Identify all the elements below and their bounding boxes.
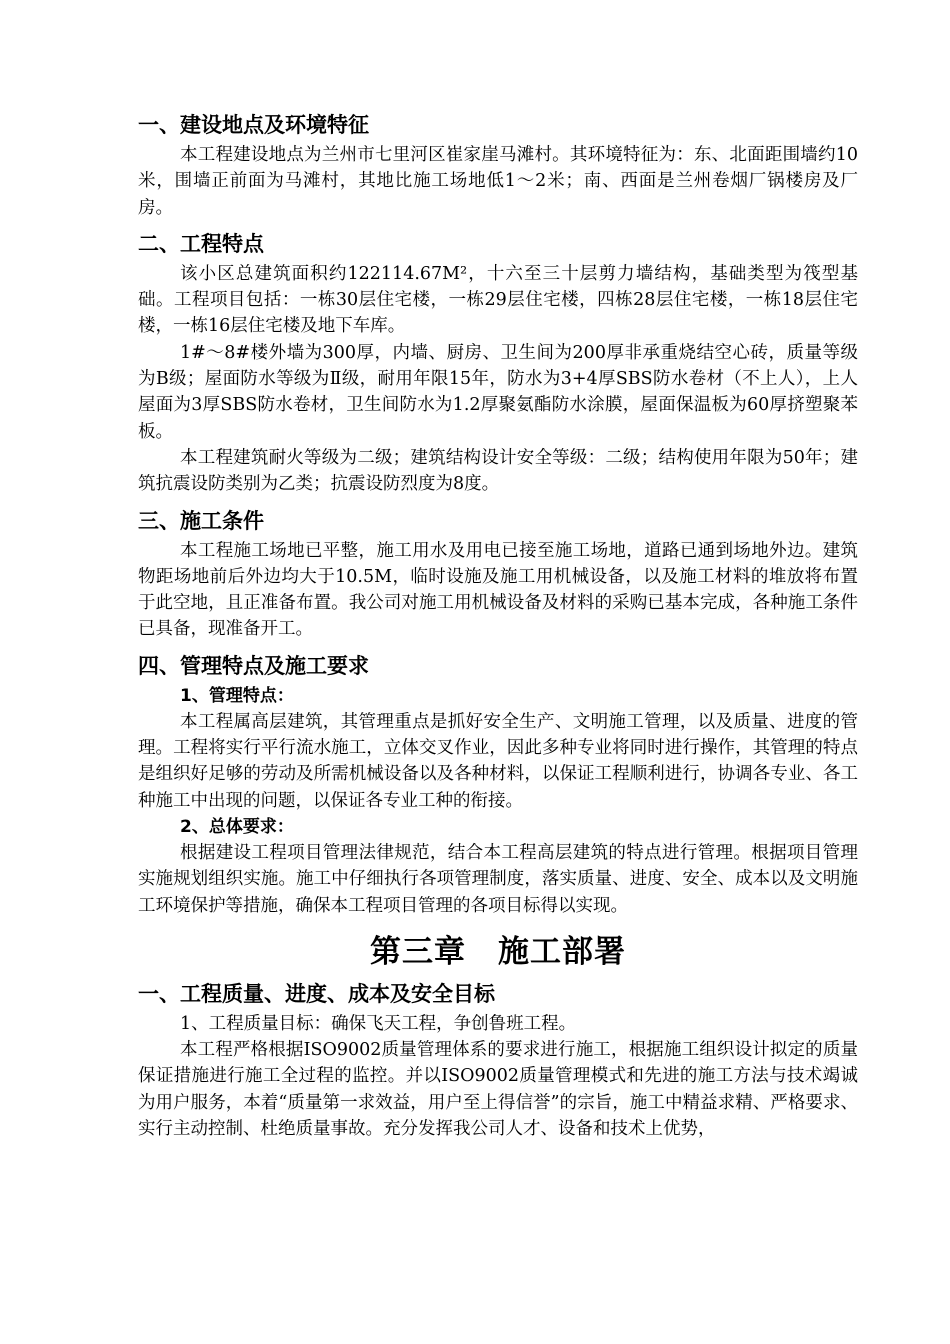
subheading-general-requirements: 2、总体要求： <box>180 816 294 837</box>
paragraph-conditions: 本工程施工场地已平整，施工用水及用电已接至施工场地，道路已通到场地外边。建筑物距场地前后外边均大于10.5M，临时设施及施工用机械设备，以及施工材料的堆放将布置于此空地，且正准备布置。我公司对施工用机械设备及材料的采购已基本完成，各种施工条件已具备，现准备开工。 <box>138 540 858 640</box>
section-heading-conditions: 三、施工条件 <box>138 508 264 533</box>
paragraph-general-requirements: 根据建设工程项目管理法律规范，结合本工程高层建筑的特点进行管理。根据项目管理实施规划组织实施。施工中仔细执行各项管理制度，落实质量、进度、安全、成本以及文明施工环境保护等措施，确保本工程项目管理的各项目标得以实现。 <box>138 842 858 916</box>
paragraph-iso9002: 本工程严格根据ISO9002质量管理体系的要求进行施工，根据施工组织设计拟定的质量保证措施进行施工全过程的监控。并以ISO9002质量管理模式和先进的施工方法与技术竭诚为用户服务，本着“质量第一求效益，用户至上得信誉”的宗旨，施工中精益求精、严格要求、实行主动控制、杜绝质量事故。充分发挥我公司人才、设备和技术上优势， <box>138 1040 858 1140</box>
section-heading-site: 一、建设地点及环境特征 <box>138 113 369 137</box>
paragraph-management-features: 本工程属高层建筑，其管理重点是抓好安全生产、文明施工管理，以及质量、进度的管理。工程将实行平行流水施工，立体交叉作业，因此多种专业将同时进行操作，其管理的特点是组织好足够的劳动及所需机械设备以及各种材料，以保证工程顺利进行，协调各专业、各工种施工中出现的问题，以保证各专业工种的衔接。 <box>138 711 858 811</box>
subheading-management-features: 1、管理特点： <box>180 685 294 706</box>
paragraph-quality-target: 1、工程质量目标：确保飞天工程，争创鲁班工程。 <box>180 1013 577 1034</box>
paragraph-fire-rating: 本工程建筑耐火等级为二级；建筑结构设计安全等级：二级；结构使用年限为50年；建筑抗震设防类别为乙类；抗震设防烈度为8度。 <box>138 447 858 495</box>
chapter-title: 第三章 施工部署 <box>370 933 626 970</box>
section-heading-targets: 一、工程质量、进度、成本及安全目标 <box>138 981 495 1006</box>
section-heading-management: 四、管理特点及施工要求 <box>138 653 369 678</box>
paragraph-walls: 1#～8#楼外墙为300厚，内墙、厨房、卫生间为200厚非承重烧结空心砖，质量等级为B级；屋面防水等级为Ⅱ级，耐用年限15年，防水为3+4厚SBS防水卷材（不上人），上人屋面为3厚SBS防水卷材，卫生间防水为1.2厚聚氨酯防水涂膜，屋面保温板为60厚挤塑聚苯板。 <box>138 342 858 442</box>
paragraph-site-environment: 本工程建设地点为兰州市七里河区崔家崖马滩村。其环境特征为：东、北面距围墙约10米，围墙正前面为马滩村，其地比施工场地低1～2米；南、西面是兰州卷烟厂锅楼房及厂房。 <box>138 145 858 218</box>
paragraph-area: 该小区总建筑面积约122114.67M²，十六至三十层剪力墙结构，基础类型为筏型基础。工程项目包括：一栋30层住宅楼，一栋29层住宅楼，四栋28层住宅楼，一栋18层住宅楼，一栋16层住宅楼及地下车库。 <box>138 263 858 337</box>
section-heading-features: 二、工程特点 <box>138 231 264 256</box>
